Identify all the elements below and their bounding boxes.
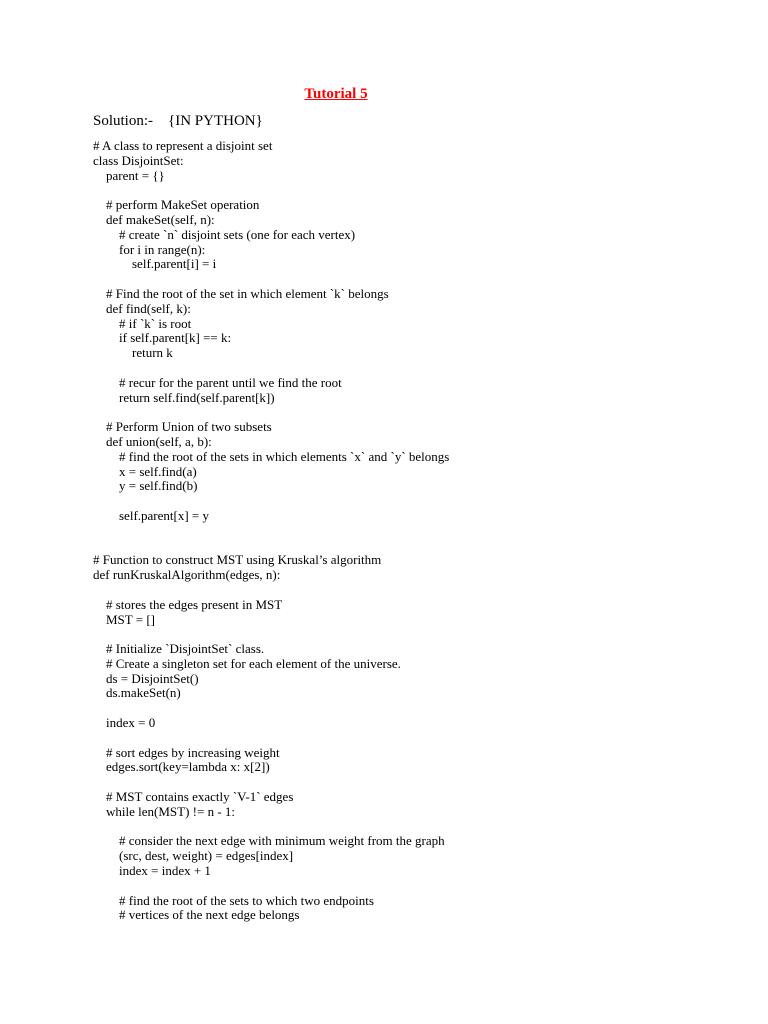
code-line: y = self.find(b) <box>93 478 198 494</box>
code-line: # if `k` is root <box>93 315 192 331</box>
code-line: edges.sort(key=lambda x: x[2]) <box>93 759 270 775</box>
code-line <box>93 627 449 642</box>
code-line: if self.parent[k] == k: <box>93 330 232 346</box>
code-line: MST = [] <box>93 611 155 627</box>
code-line: return self.find(self.parent[k]) <box>93 389 275 405</box>
code-line <box>93 820 449 835</box>
code-line: def runKruskalAlgorithm(edges, n): <box>93 567 281 583</box>
page-title: Tutorial 5 <box>304 86 368 102</box>
code-block <box>93 139 449 923</box>
code-line: # consider the next edge with minimum weight from the graph <box>93 833 445 849</box>
code-line: index = index + 1 <box>93 863 211 879</box>
code-line: # find the root of the sets to which two endpoints <box>93 892 374 908</box>
code-line: return k <box>93 345 173 361</box>
code-line: # sort edges by increasing weight <box>93 744 280 760</box>
solution-heading: Solution:- {IN PYTHON} <box>93 113 263 129</box>
code-line: # stores the edges present in MST <box>93 596 283 612</box>
code-line: # perform MakeSet operation <box>93 197 260 213</box>
code-line: # A class to represent a disjoint set <box>93 138 273 153</box>
code-line: self.parent[x] = y <box>93 507 209 523</box>
code-line: # Perform Union of two subsets <box>93 419 272 435</box>
code-line: self.parent[i] = i <box>93 256 217 272</box>
code-line: def makeSet(self, n): <box>93 211 215 227</box>
code-line <box>93 879 449 894</box>
code-line: ds = DisjointSet() <box>93 670 199 686</box>
code-line: # Initialize `DisjointSet` class. <box>93 641 265 657</box>
code-line: ds.makeSet(n) <box>93 685 181 701</box>
code-line <box>93 775 449 790</box>
code-line <box>93 183 449 198</box>
code-line: (src, dest, weight) = edges[index] <box>93 848 294 864</box>
code-line: while len(MST) != n - 1: <box>93 803 236 819</box>
code-line: for i in range(n): <box>93 241 206 257</box>
code-line: def find(self, k): <box>93 300 191 316</box>
code-line <box>93 539 449 554</box>
code-line: x = self.find(a) <box>93 463 197 479</box>
code-line: # Find the root of the set in which element `k` belongs <box>93 285 389 301</box>
code-line: class DisjointSet: <box>93 152 184 168</box>
code-line: # Function to construct MST using Kruskal’s algorithm <box>93 552 382 568</box>
code-line: # find the root of the sets in which elements `x` and `y` belongs <box>93 448 450 464</box>
code-line <box>93 524 449 539</box>
code-line <box>93 272 449 287</box>
code-line <box>93 731 449 746</box>
code-line: # create `n` disjoint sets (one for each vertex) <box>93 226 356 242</box>
code-line <box>93 494 449 509</box>
code-line: # MST contains exactly `V-1` edges <box>93 789 294 805</box>
code-line <box>93 405 449 420</box>
code-line: # Create a singleton set for each element of the universe. <box>93 655 401 671</box>
code-line: # recur for the parent until we find the root <box>93 374 342 390</box>
code-line: parent = {} <box>93 167 165 183</box>
code-line: def union(self, a, b): <box>93 433 212 449</box>
code-line <box>93 361 449 376</box>
code-line: # vertices of the next edge belongs <box>93 907 300 923</box>
code-line: index = 0 <box>93 715 156 731</box>
code-line <box>93 583 449 598</box>
code-line <box>93 701 449 716</box>
